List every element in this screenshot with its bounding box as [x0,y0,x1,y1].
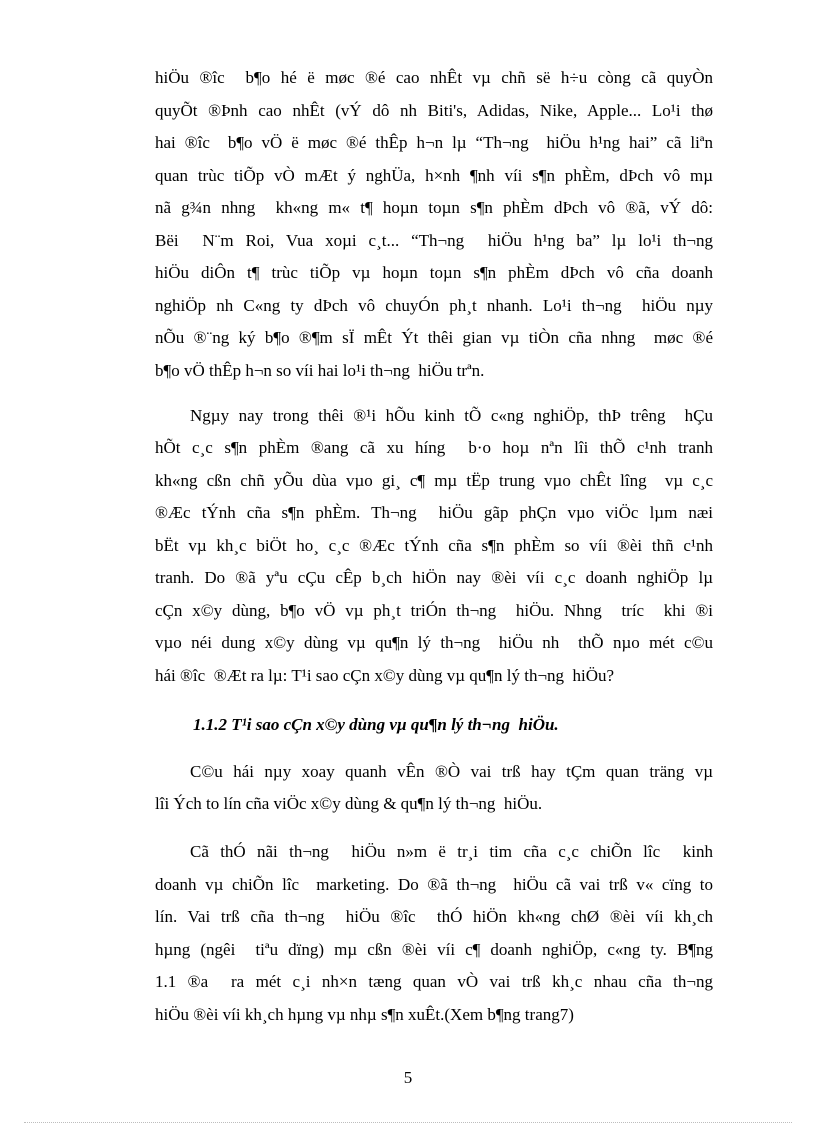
text-line: Cã thÓ nãi th¬ng hiÖu n»m ë tr¸i tim cña c¸c chiÕn lîc kinh [190,842,713,861]
text-line: nghiÖp nh C«ng ty dÞch vô chuyÓn ph¸t nhanh. Lo¹i th¬ng hiÖu nµy [155,296,713,315]
text-line: hÕt c¸c s¶n phÈm ®ang cã xu híng b·o hoµ nªn lîi thÕ c¹nh tranh [155,438,713,457]
text-line: kh«ng cßn chñ yÕu dùa vµo gi¸ c¶ mµ tËp trung vµo chÊt lîng vµ c¸c [155,471,713,490]
text-line: 1.1 ®a ra mét c¸i nh×n tæng quan vÒ vai trß kh¸c nhau cña th¬ng [155,972,713,991]
text-line: b¶o vÖ thÊp h¬n so víi hai lo¹i th¬ng hiÖu trªn. [155,361,485,380]
text-line: hái ®îc ®Æt ra lµ: T¹i sao cÇn x©y dùng vµ qu¶n lý th¬ng hiÖu? [155,666,615,685]
text-line: hµng (ngêi tiªu dïng) mµ cßn ®èi víi c¶ doanh nghiÖp, c«ng ty. B¶ng [155,940,713,959]
text-line: Ngµy nay trong thêi ®¹i hÕu kinh tÕ c«ng nghiÖp, thÞ trêng hÇu [190,406,713,425]
text-line: C©u hái nµy xoay quanh vÊn ®Ò vai trß hay tÇm quan träng vµ [190,762,713,781]
text-line: nÕu ®¨ng ký b¶o ®¶m sÏ mÊt Ýt thêi gian vµ tiÒn cña nhng møc ®é [155,328,713,347]
text-line: doanh vµ chiÕn lîc marketing. Do ®ã th¬ng hiÖu cã vai trß v« cïng to [155,875,713,894]
text-line: tranh. Do ®ã yªu cÇu cÊp b¸ch hiÖn nay ®èi víi c¸c doanh nghiÖp lµ [155,568,713,587]
text-line: bËt vµ kh¸c biÖt ho¸ c¸c ®Æc tÝnh cña s¶n phÈm so víi ®èi thñ c¹nh [155,536,713,555]
text-line: quyÕt ®Þnh cao nhÊt (vÝ dô nh Biti's, Adidas, Nike, Apple... Lo¹i thø [155,101,713,120]
text-line: hiÖu ®îc b¶o hé ë møc ®é cao nhÊt vµ chñ së h÷u còng cã quyÒn [155,68,713,87]
text-line: hiÖu diÔn t¶ trùc tiÕp vµ hoµn toµn s¶n phÈm dÞch vô cña doanh [155,263,713,282]
page-number: 5 [403,1068,413,1087]
text-line: hiÖu ®èi víi kh¸ch hµng vµ nhµ s¶n xuÊt.(Xem b¶ng trang7) [155,1005,574,1024]
section-heading: 1.1.2 T¹i sao cÇn x©y dùng vµ qu¶n lý th¬ng hiÖu. [193,715,559,734]
text-line: quan trùc tiÕp vÒ mÆt ý nghÜa, h×nh ¶nh víi s¶n phÈm, dÞch vô mµ [155,166,713,185]
text-line: lín. Vai trß cña th¬ng hiÖu ®îc thÓ hiÖn kh«ng chØ ®èi víi kh¸ch [155,907,713,926]
text-line: vµo néi dung x©y dùng vµ qu¶n lý th¬ng hiÖu nh thÕ nµo mét c©u [155,633,713,652]
text-line: lîi Ých to lín cña viÖc x©y dùng & qu¶n lý th¬ng hiÖu. [155,794,543,813]
text-line: Bëi N¨m Roi, Vua xoµi c¸t... “Th¬ng hiÖu h¹ng ba” lµ lo¹i th¬ng [155,231,713,250]
text-line: hai ®îc b¶o vÖ ë møc ®é thÊp h¬n lµ “Th¬ng hiÖu h¹ng hai” cã liªn [155,133,713,152]
text-line: ®Æc tÝnh cña s¶n phÈm. Th¬ng hiÖu gãp phÇn vµo viÖc lµm næi [155,503,713,522]
text-line: nã g¾n nhng kh«ng m« t¶ hoµn toµn s¶n phÈm dÞch vô ®ã, vÝ dô: [155,198,713,217]
text-line: cÇn x©y dùng, b¶o vÖ vµ ph¸t triÓn th¬ng hiÖu. Nhng tríc khi ®i [155,601,713,620]
